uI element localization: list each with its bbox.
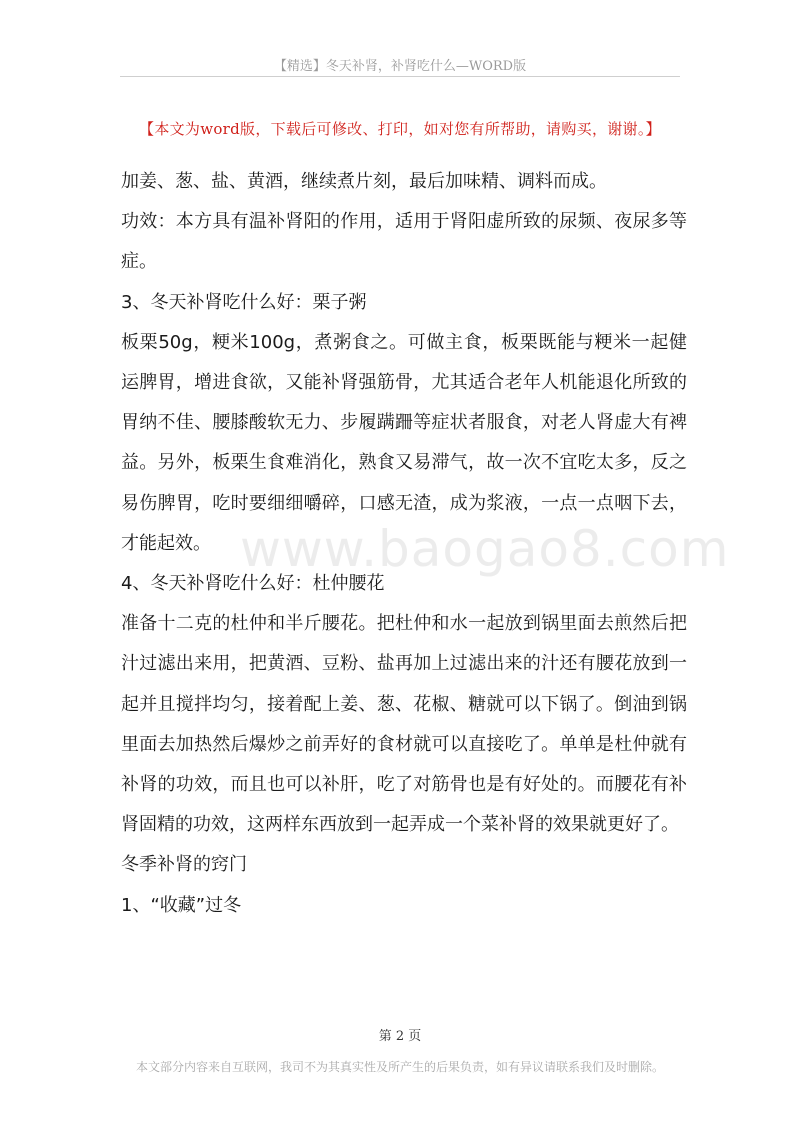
header-divider	[120, 76, 680, 77]
purchase-notice: 【本文为word版，下载后可修改、打印，如对您有所帮助，请购买，谢谢。】	[139, 120, 661, 138]
page-header: 【精选】冬天补肾，补肾吃什么—WORD版	[273, 59, 527, 74]
watermark: www.baogao8.com	[240, 520, 730, 578]
section-heading: 3、冬天补肾吃什么好：栗子粥	[121, 291, 367, 313]
section-heading: 4、冬天补肾吃什么好：杜仲腰花	[121, 573, 385, 595]
page-number: 第 2 页	[378, 1029, 422, 1044]
section-heading: 1、“收藏”过冬	[121, 894, 242, 916]
paragraph: 准备十二克的杜仲和半斤腰花。把杜仲和水一起放到锅里面去煎然后把汁过滤出来用，把黄酒、豆粉、盐再加上过滤出来的汁还有腰花放到一起并且搅拌均匀，接着配上姜、葱、花椒、糖就可以下锅了。倒油到锅里面去加热然后爆炒之前弄好的食材就可以直接吃了。单单是杜仲就有补肾的功效，而且也可以补肝，吃了对筋骨也是有好处的。而腰花有补肾固精的功效，这两样东西放到一起弄成一个菜补肾的效果就更好了。	[121, 613, 687, 836]
section-heading: 冬季补肾的窍门	[121, 854, 247, 876]
paragraph: 功效：本方具有温补肾阳的作用，适用于肾阳虚所致的尿频、夜尿多等症。	[121, 211, 687, 273]
paragraph: 加姜、葱、盐、黄酒，继续煮片刻，最后加味精、调料而成。	[121, 171, 607, 192]
page-footer-disclaimer: 本文部分内容来自互联网，我司不为其真实性及所产生的后果负责，如有异议请联系我们及时删除。	[135, 1060, 664, 1074]
paragraph: 板栗50g，粳米100g，煮粥食之。可做主食，板栗既能与粳米一起健运脾胃，增进食欲，又能补肾强筋骨，尤其适合老年人机能退化所致的胃纳不佳、腰膝酸软无力、步履蹒跚等症状者服食，对老人肾虚大有裨益。另外，板栗生食难消化，熟食又易滞气，故一次不宜吃太多，反之易伤脾胃，吃时要细细嚼碎，口感无渣，成为浆液，一点一点咽下去，才能起效。	[121, 331, 687, 554]
document-body	[121, 162, 687, 926]
